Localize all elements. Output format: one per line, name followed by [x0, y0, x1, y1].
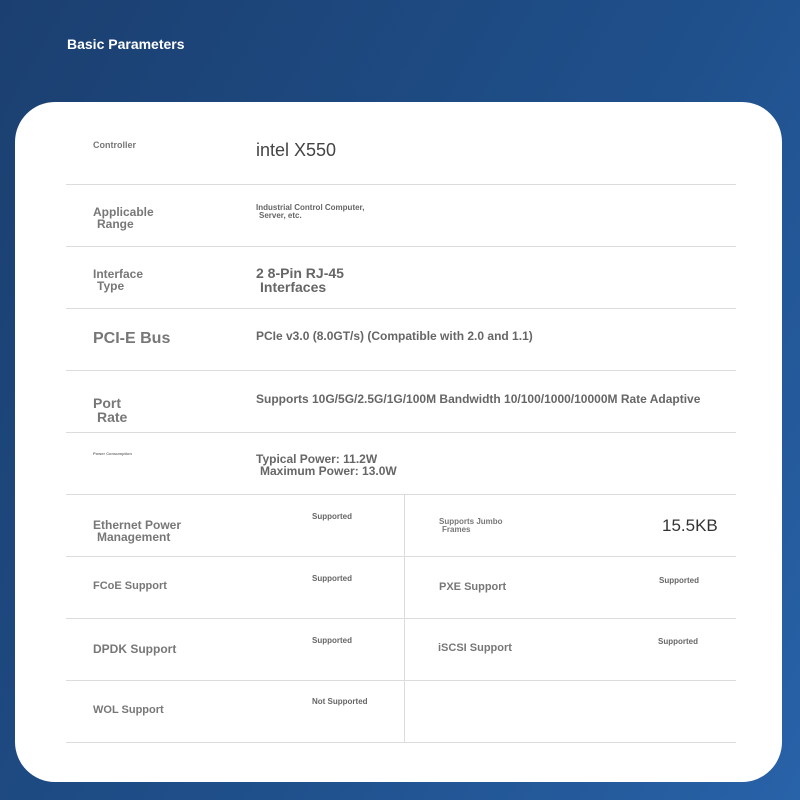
range-value: Industrial Control Computer, Server, etc. [256, 203, 365, 220]
controller-label: Controller [93, 140, 137, 150]
row-power-consumption [66, 432, 736, 495]
dpdk-label: DPDK Support [93, 642, 177, 656]
pcie-value: PCIe v3.0 (8.0GT/s) (Compatible with 2.0 and 1.1) [256, 329, 533, 343]
row-dpdk-iscsi [66, 618, 736, 681]
row-applicable-range [66, 184, 736, 247]
parameters-card [15, 102, 782, 782]
row-ethernet-power [66, 494, 736, 557]
jumbo-frames-label: Supports Jumbo Frames [439, 517, 503, 534]
row-wol [66, 680, 736, 743]
row-port-rate [66, 370, 736, 433]
row-pcie-bus [66, 308, 736, 371]
fcoe-label: FCoE Support [93, 580, 167, 592]
pcie-label: PCI-E Bus [93, 330, 171, 347]
dpdk-value: Supported [312, 636, 352, 645]
page-title: Basic Parameters [67, 36, 185, 52]
wol-label: WOL Support [93, 704, 164, 716]
ethernet-value: Supported [312, 512, 352, 521]
range-label: Applicable Range [93, 205, 154, 231]
column-divider [404, 556, 405, 618]
jumbo-frames-value: 15.5KB [662, 516, 718, 535]
interface-label: Interface Type [93, 267, 144, 293]
pxe-value: Supported [659, 576, 699, 585]
iscsi-value: Supported [658, 637, 698, 646]
row-interface-type [66, 246, 736, 309]
power-value: Typical Power: 11.2W Maximum Power: 13.0W [256, 452, 397, 478]
rate-value: Supports 10G/5G/2.5G/1G/100M Bandwidth 10/100/1000/10000M Rate Adaptive [256, 392, 701, 406]
row-fcoe-pxe [66, 556, 736, 619]
interface-value: 2 8-Pin RJ-45 Interfaces [256, 265, 344, 295]
pxe-label: PXE Support [439, 581, 507, 593]
controller-value: intel X550 [256, 140, 337, 160]
iscsi-label: iSCSI Support [438, 642, 512, 654]
column-divider [404, 618, 405, 680]
fcoe-value: Supported [312, 574, 352, 583]
column-divider [404, 680, 405, 742]
row-controller [66, 122, 736, 185]
wol-value: Not Supported [312, 697, 368, 706]
ethernet-label: Ethernet Power Management [93, 518, 182, 544]
rate-label: Port Rate [93, 395, 128, 425]
column-divider [404, 494, 405, 556]
power-label: Power Consumption [93, 451, 132, 456]
